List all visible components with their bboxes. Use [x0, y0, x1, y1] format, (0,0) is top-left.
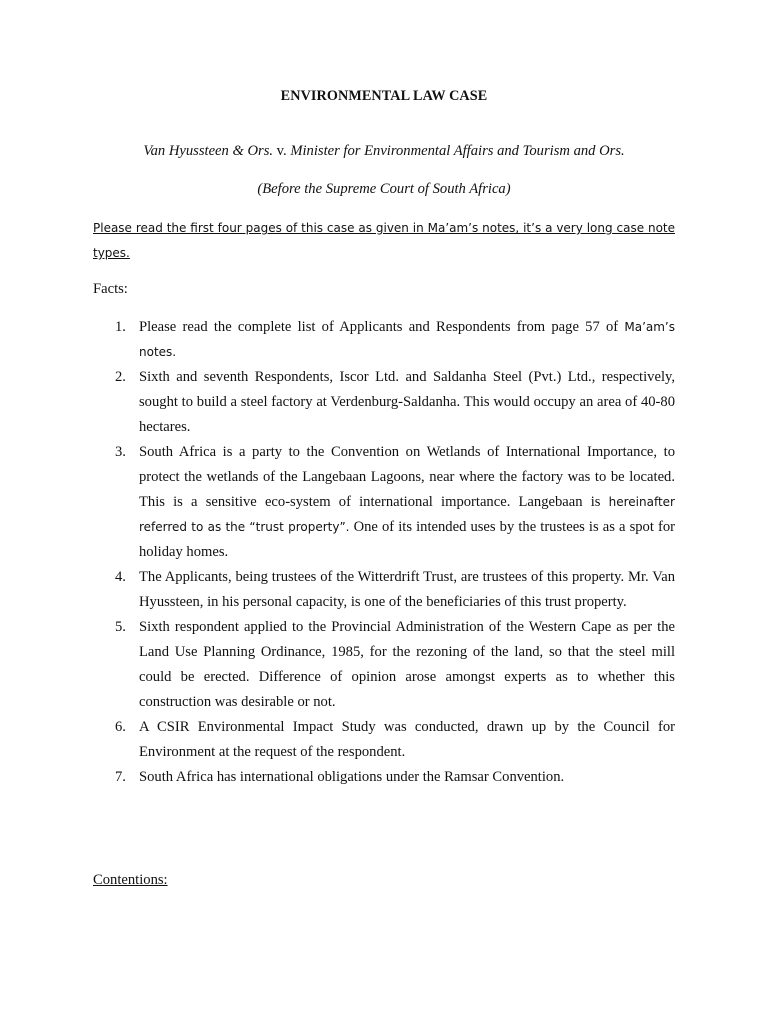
court-name: (Before the Supreme Court of South Africa)	[257, 181, 511, 197]
fact-item	[93, 440, 675, 565]
fact-text-sans: Ma’am’s notes.	[139, 320, 675, 359]
case-name-appellant: Van Hyussteen & Ors.	[143, 143, 274, 159]
facts-heading: Facts:	[93, 281, 128, 297]
case-name-respondent: Minister for Environmental Affairs and Tourism and Ors.	[290, 143, 625, 159]
fact-number: 7.	[115, 769, 126, 785]
fact-item	[93, 315, 675, 365]
contentions-heading: Contentions:	[93, 872, 168, 888]
fact-text: The Applicants, being trustees of the Witterdrift Trust, are trustees of this property. Mr. Van Hyussteen, in his personal capacity, is one of the beneficiaries of this trust property.	[139, 569, 675, 610]
reading-note: Please read the first four pages of this case as given in Ma’am’s notes, it’s a very long case note types.	[93, 221, 675, 260]
fact-number: 3.	[115, 444, 126, 460]
fact-text: South Africa has international obligations under the Ramsar Convention.	[139, 769, 565, 785]
fact-text-sans: hereinafter referred to as the “trust property”.	[139, 495, 675, 534]
fact-text-continued: One of its intended uses by the trustees is as a spot for holiday homes.	[139, 519, 675, 560]
fact-item	[93, 565, 675, 615]
fact-item	[93, 365, 675, 440]
fact-text: Sixth respondent applied to the Provincial Administration of the Western Cape as per the Land Use Planning Ordinance, 1985, for the rezoning of the land, so that the steel mill could be erected. Difference of opinion arose amongst experts as to whether this construction was desirable or not.	[139, 619, 675, 710]
fact-number: 2.	[115, 369, 126, 385]
fact-number: 5.	[115, 619, 126, 635]
document-title: ENVIRONMENTAL LAW CASE	[280, 88, 488, 104]
fact-number: 1.	[115, 319, 126, 335]
fact-text: South Africa is a party to the Convention on Wetlands of International Importance, to protect the wetlands of the Langebaan Lagoons, near where the factory was to be located. This is a sensitive eco-system of international importance. Langebaan is	[139, 444, 675, 510]
case-name-versus: v.	[273, 143, 291, 159]
fact-number: 4.	[115, 569, 126, 585]
fact-text: Please read the complete list of Applicants and Respondents from page 57 of	[139, 319, 625, 335]
fact-item	[93, 765, 675, 790]
facts-list	[93, 315, 675, 790]
fact-text: Sixth and seventh Respondents, Iscor Ltd. and Saldanha Steel (Pvt.) Ltd., respectively, sought to build a steel factory at Verdenburg-Saldanha. This would occupy an area of 40-80 hectares.	[139, 369, 675, 435]
document-page	[93, 0, 675, 1024]
fact-text: A CSIR Environmental Impact Study was conducted, drawn up by the Council for Environment at the request of the respondent.	[139, 719, 675, 760]
case-name	[93, 143, 675, 160]
fact-item	[93, 615, 675, 715]
fact-item	[93, 715, 675, 765]
fact-number: 6.	[115, 719, 126, 735]
